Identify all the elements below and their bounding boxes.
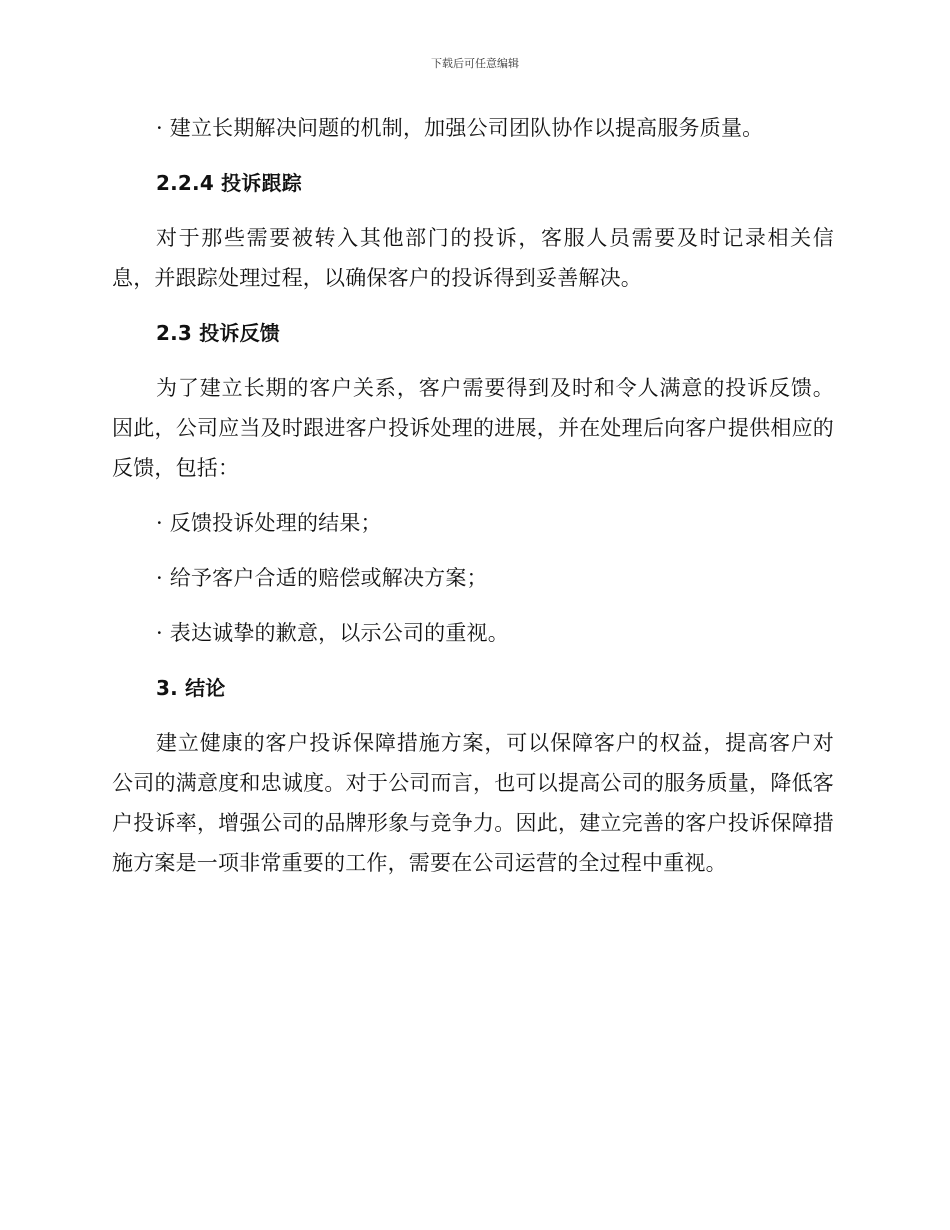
paragraph-feedback: 为了建立长期的客户关系，客户需要得到及时和令人满意的投诉反馈。因此，公司应当及时跟进客户投诉处理的进展，并在处理后向客户提供相应的反馈，包括： bbox=[112, 376, 834, 480]
bullet-item-apology: · 表达诚挚的歉意，以示公司的重视。 bbox=[156, 621, 509, 645]
paragraph-tracking: 对于那些需要被转入其他部门的投诉，客服人员需要及时记录相关信息，并跟踪处理过程，以确保客户的投诉得到妥善解决。 bbox=[112, 226, 834, 290]
bullet-item-mechanism: · 建立长期解决问题的机制，加强公司团队协作以提高服务质量。 bbox=[156, 116, 764, 140]
header-note: 下载后可任意编辑 bbox=[431, 57, 519, 70]
section-heading-2-2-4: 2.2.4 投诉跟踪 bbox=[156, 171, 302, 195]
bullet-item-compensation: · 给予客户合适的赔偿或解决方案； bbox=[156, 566, 488, 590]
section-heading-2-3: 2.3 投诉反馈 bbox=[156, 321, 280, 345]
document-body bbox=[112, 108, 834, 898]
bullet-item-result: · 反馈投诉处理的结果； bbox=[156, 511, 382, 535]
section-heading-3: 3. 结论 bbox=[156, 676, 226, 700]
paragraph-conclusion: 建立健康的客户投诉保障措施方案，可以保障客户的权益，提高客户对公司的满意度和忠诚度。对于公司而言，也可以提高公司的服务质量，降低客户投诉率，增强公司的品牌形象与竞争力。因此，建立完善的客户投诉保障措施方案是一项非常重要的工作，需要在公司运营的全过程中重视。 bbox=[112, 731, 834, 875]
